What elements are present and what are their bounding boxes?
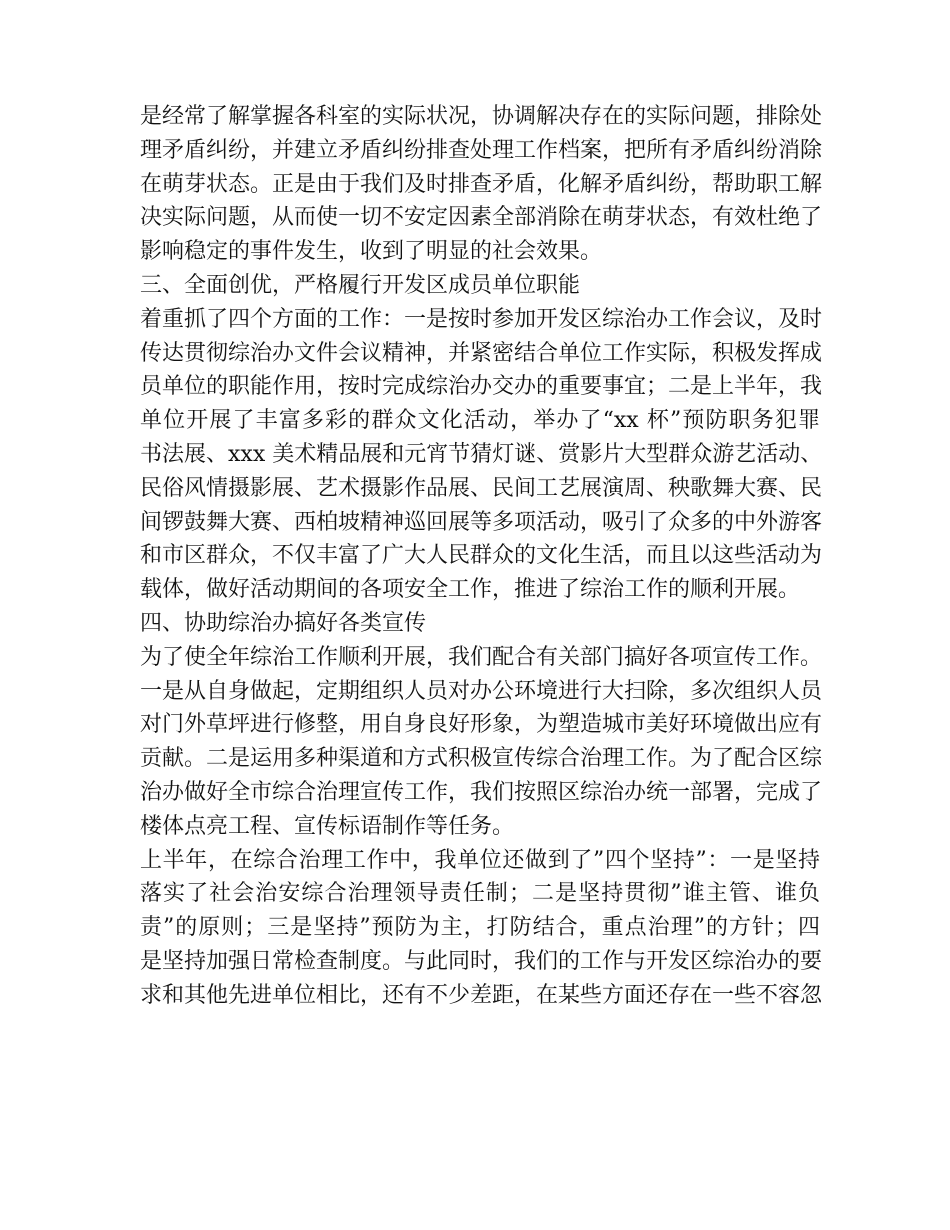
text-line: 间锣鼓舞大赛、西柏坡精神巡回展等多项活动，吸引了众多的中外游客 bbox=[140, 509, 823, 535]
text-line: 和市区群众，不仅丰富了广大人民群众的文化生活，而且以这些活动为 bbox=[140, 543, 823, 569]
text-line: 载体，做好活动期间的各项安全工作，推进了综治工作的顺利开展。 bbox=[140, 577, 801, 603]
text-line: 治办做好全市综合治理宣传工作，我们按照区综治办统一部署，完成了 bbox=[140, 779, 823, 805]
text-line: 楼体点亮工程、宣传标语制作等任务。 bbox=[140, 813, 515, 839]
text-line: 员单位的职能作用，按时完成综治办交办的重要事宜；二是上半年，我 bbox=[140, 374, 823, 400]
text-line: 责”的原则；三是坚持”预防为主，打防结合，重点治理”的方针；四 bbox=[140, 915, 820, 941]
text-line: 求和其他先进单位相比，还有不少差距，在某些方面还存在一些不容忽 bbox=[140, 982, 823, 1008]
text-line: 为了使全年综治工作顺利开展，我们配合有关部门搞好各项宣传工作。 bbox=[140, 644, 823, 670]
document-page bbox=[140, 100, 823, 1013]
text-line: 决实际问题，从而使一切不安定因素全部消除在萌芽状态，有效杜绝了 bbox=[140, 205, 823, 231]
text-line: 传达贯彻综治办文件会议精神，并紧密结合单位工作实际，积极发挥成 bbox=[140, 340, 823, 366]
text-line: 上半年，在综合治理工作中，我单位还做到了”四个坚持”：一是坚持 bbox=[140, 847, 820, 873]
text-line: 贡献。二是运用多种渠道和方式积极宣传综合治理工作。为了配合区综 bbox=[140, 746, 823, 772]
text-line: 书法展、xxx 美术精品展和元宵节猜灯谜、赏影片大型群众游艺活动、 bbox=[140, 441, 823, 467]
text-line: 四、协助综治办搞好各类宣传 bbox=[140, 610, 427, 636]
text-line: 是坚持加强日常检查制度。与此同时，我们的工作与开发区综治办的要 bbox=[140, 948, 823, 974]
text-line: 单位开展了丰富多彩的群众文化活动，举办了“xx 杯”预防职务犯罪 bbox=[140, 408, 820, 434]
text-line: 影响稳定的事件发生，收到了明显的社会效果。 bbox=[140, 239, 603, 265]
text-line: 一是从自身做起，定期组织人员对办公环境进行大扫除，多次组织人员 bbox=[140, 678, 823, 704]
text-line: 理矛盾纠纷，并建立矛盾纠纷排查处理工作档案，把所有矛盾纠纷消除 bbox=[140, 137, 823, 163]
text-line: 三、全面创优，严格履行开发区成员单位职能 bbox=[140, 272, 581, 298]
text-line: 在萌芽状态。正是由于我们及时排查矛盾，化解矛盾纠纷，帮助职工解 bbox=[140, 171, 823, 197]
text-line: 是经常了解掌握各科室的实际状况，协调解决存在的实际问题，排除处 bbox=[140, 104, 823, 129]
text-line: 对门外草坪进行修整，用自身良好形象，为塑造城市美好环境做出应有 bbox=[140, 712, 823, 738]
text-line: 民俗风情摄影展、艺术摄影作品展、民间工艺展演周、秧歌舞大赛、民 bbox=[140, 475, 823, 501]
text-line: 落实了社会治安综合治理领导责任制；二是坚持贯彻”谁主管、谁负 bbox=[140, 881, 820, 907]
text-line: 着重抓了四个方面的工作：一是按时参加开发区综治办工作会议，及时 bbox=[140, 306, 823, 332]
